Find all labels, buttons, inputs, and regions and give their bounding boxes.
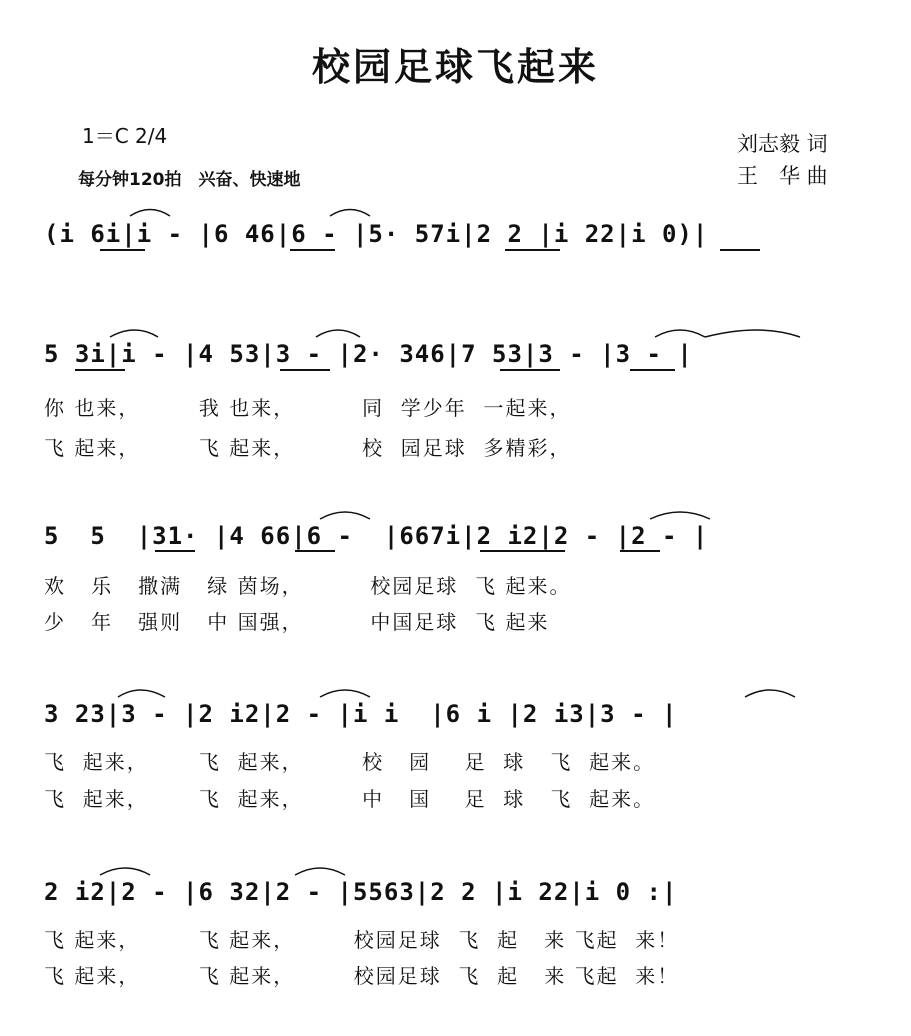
score-line-3-notes: 5 5 |31· |4 66|6 - |667i|2 i2|2 - |2 - |: [44, 522, 709, 550]
slur-mark: [705, 330, 800, 337]
lyricist-credit: 刘志毅 词: [737, 132, 828, 156]
slur-mark: [330, 210, 370, 217]
slur-mark: [316, 330, 360, 337]
score-line-2-lyric-1: 你 也来， 我 也来， 同 学少年 一起来，: [44, 396, 572, 420]
score-line-2-notes: 5 3i|i - |4 53|3 - |2· 346|7 53|3 - |3 - |: [44, 340, 693, 368]
score-line-4-notes: 3 23|3 - |2 i2|2 - |i i |6 i |2 i3|3 - |: [44, 700, 678, 728]
slur-mark: [100, 868, 150, 875]
song-title: 校园足球飞起来: [311, 45, 599, 89]
slur-mark: [745, 690, 795, 697]
score-line-3-lyric-1: 欢 乐 撒满 绿 茵场， 校园足球 飞 起来。: [44, 574, 572, 598]
slur-mark: [320, 512, 370, 519]
composer-credit: 王 华 曲: [737, 164, 828, 188]
score-line-3-lyric-2: 少 年 强则 中 国强， 中国足球 飞 起来: [44, 610, 550, 634]
score-line-4-lyric-1: 飞 起来， 飞 起来， 校 园 足 球 飞 起来。: [44, 750, 656, 774]
score-line-1-notes: (i 6i|i - |6 46|6 - |5· 57i|2 2 |i 22|i 0)|: [44, 220, 709, 248]
score-line-2-lyric-2: 飞 起来， 飞 起来， 校 园足球 多精彩，: [44, 436, 572, 460]
slur-mark: [295, 868, 345, 875]
tempo-marking: 每分钟120拍 兴奋、快速地: [78, 170, 301, 190]
slur-mark: [118, 690, 165, 697]
score-line-5-lyric-1: 飞 起来， 飞 起来， 校园足球 飞 起 来 飞起 来！: [44, 928, 680, 952]
key-signature: 1＝C 2/4: [82, 124, 168, 148]
slur-mark: [130, 210, 170, 217]
slur-mark: [650, 512, 710, 519]
score-line-5-lyric-2: 飞 起来， 飞 起来， 校园足球 飞 起 来 飞起 来！: [44, 964, 680, 988]
score-line-4-lyric-2: 飞 起来， 飞 起来， 中 国 足 球 飞 起来。: [44, 787, 656, 811]
slur-mark: [320, 690, 370, 697]
slur-mark: [655, 330, 705, 337]
slur-mark: [110, 330, 158, 337]
score-line-5-notes: 2 i2|2 - |6 32|2 - |5563|2 2 |i 22|i 0 :|: [44, 878, 678, 906]
